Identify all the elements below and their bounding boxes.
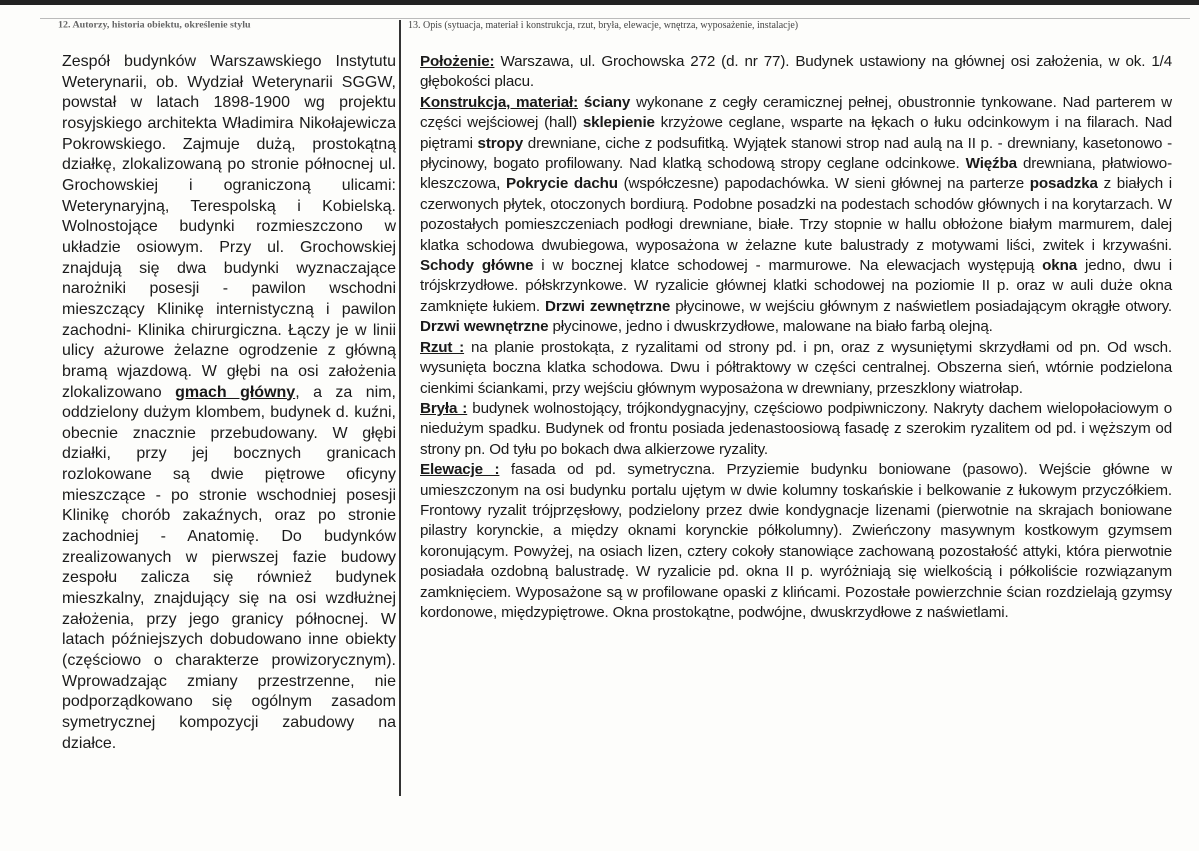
column-divider	[399, 20, 401, 796]
history-column	[62, 52, 396, 754]
location-text: Warszawa, ul. Grochowska 272 (d. nr 77). Budynek ustawiony na głównej osi założenia, w ok. 1/4 głębokości placu.	[420, 53, 1172, 91]
term: ściany	[578, 93, 631, 111]
term: posadzka	[1029, 175, 1098, 193]
text: drewniana, płatwiowo-kleszczowa,	[420, 155, 1173, 193]
section-13-header: 13. Opis (sytuacja, materiał i konstrukcja, rzut, bryła, elewacje, wnętrza, wyposażenie, instalacje)	[408, 20, 799, 31]
text: płycinowe, jedno i dwuskrzydłowe, malowane na biało farbą olejną.	[548, 318, 993, 336]
text: wykonane z cegły ceramicznej pełnej, obustronnie tynkowane. Nad parterem w części wejściowej (hall)	[420, 93, 1172, 132]
description-column	[420, 52, 1172, 623]
massing-label: Bryła :	[420, 399, 468, 417]
plan-text: na planie prostokąta, z ryzalitami od strony pd. i pn, oraz z wysuniętymi skrzydłami od pn. Od wsch. wysunięta boczna klatka schodowa. Dwu i półtraktowy w części centralnej. Obszerna sień, wtórnie podzielona cienkimi ściankami, przy wejściu głównym wyposażona w drewniany, przeszklony wiatrołap.	[420, 338, 1172, 397]
massing-text: budynek wolnostojący, trójkondygnacyjny, częściowo podpiwniczony. Nakryty dachem wielopołaciowym o niedużym spadku. Budynek od frontu posiada jedenastoosiową fasadę z szerokim ryzalitem od pd. i węższym od strony pn. Od tyłu po bokach dwa alkierzowe ryzality.	[420, 399, 1173, 458]
section-12-header: 12. Autorzy, historia obiektu, określenie stylu	[58, 20, 251, 31]
location-label: Położenie:	[420, 53, 495, 70]
term: Drzwi zewnętrzne	[545, 297, 671, 315]
history-paragraph	[62, 52, 396, 754]
plan-paragraph	[420, 338, 1172, 399]
text: płycinowe, w wejściu głównym z naświetlem posiadającym okrągłe otwory.	[670, 297, 1172, 315]
plan-label: Rzut :	[420, 338, 465, 356]
term: stropy	[477, 134, 524, 152]
construction-label: Konstrukcja, materiał:	[420, 93, 578, 111]
text: z białych i czerwonych płytek, otoczonych bordiurą. Podobne posadzki na podestach schodów głównych i na korytarzach. W pozostałych pomieszczeniach podłogi drewniane, białe. Trzy stopnie w hallu obłożone białym marmurem, dalej klatka schodowa dwubiegowa, wyposażona w żelazne kute balustrady z motywami liści, zwitek i krzywaśni.	[420, 175, 1173, 254]
main-building-term: gmach główny	[175, 383, 296, 401]
text: (współczesne) papodachówka. W sieni głównej na parterze	[617, 175, 1030, 193]
term: Schody główne	[420, 257, 534, 275]
construction-paragraph	[420, 93, 1172, 338]
elevations-text: fasada od pd. symetryczna. Przyziemie budynku boniowane (pasowo). Wejście główne w umieszczonym na osi budynku portalu ujętym w dwie kolumny toskańskie i belkowanie z łukowym przyczółkiem. Frontowy ryzalit trójprzęsłowy, podzielony przez dwie kondygnacje lizenami (pierwotnie na skrajach boniowane pilastry korynckie, a między oknami korynckie półkolumny). Zwieńczony masywnym kostkowym gzymsem koronującym. Powyżej, na osiach lizen, cztery cokoły stanowiące zachowaną pozostałość attyki, która pierwotnie posiadała ozdobną balustradę. W ryzalicie pd. okna II p. wyróżniają się wielkością i półkoliście rozwiązanym zamknięciem. Wyposażone są w profilowane opaski z klińcami. Pozostałe powierzchnie ścian rozdzielają gzymsy kordonowe, międzypiętrowe. Okna prostokątne, podwójne, dwuskrzydłowe z naświetlami.	[420, 461, 1172, 621]
massing-paragraph	[420, 399, 1172, 460]
term: sklepienie	[582, 114, 655, 132]
elevations-paragraph	[420, 460, 1172, 623]
term: Więźba	[965, 155, 1017, 173]
term: Pokrycie dachu	[506, 175, 618, 193]
text: jedno, dwu i trójskrzydłowe. półskrzynkowe. W ryzalicie głównej klatki schodowej na poziomie II p. oraz w auli duże okna zamknięte łukiem.	[420, 257, 1173, 315]
term: Drzwi wewnętrzne	[420, 318, 549, 336]
history-text-2: , a za nim, oddzielony dużym klombem, budynek d. kuźni, obecnie znacznie przebudowany. W głębi działki, przy jej bocznych granicach rozlokowane są dwie piętrowe oficyny mieszczące - po stronie wschodniej posesji Klinikę chorób zakaźnych, oraz po stronie zachodniej - Anatomię. Do budynków zrealizowanych w pierwszej fazie budowy zespołu zalicza się również budynek mieszkalny, znajdujący się na osi wzdłużnej założenia, przy jego granicy północnej. W latach późniejszych dobudowano inne obiekty (częściowo o charakterze prowizorycznym). Wprowadzając zmiany przestrzenne, nie podporządkowano się ogólnym zasadom symetrycznej kompozycji zabudowy na działce.	[62, 383, 396, 752]
text: i w bocznej klatce schodowej - marmurowe. Na elewacjach występują	[533, 257, 1043, 275]
elevations-label: Elewacje :	[420, 461, 500, 479]
history-text-1: Zespół budynków Warszawskiego Instytutu Weterynarii, ob. Wydział Weterynarii SGGW, powstał w latach 1898-1900 wg projektu rosyjskiego architekta Władimira Nikołajewicza Pokrowskiego. Zajmuje dużą, prostokątną działkę, zlokalizowaną po stronie północnej ul. Grochowskiej i ograniczoną ulicami: Weterynaryjną, Terespolską i Kobielską. Wolnostojące budynki rozmieszczono w układzie osiowym. Przy ul. Grochowskiej znajdują się dwa budynki wyznaczające narożniki posesji - pawilon wschodni mieszczący Klinikę internistyczną i pawilon zachodni- Klinika chirurgiczna. Łączy je w linii ulicy ażurowe żelazne ogrodzenie z główną bramą wjazdową. W głębi na osi założenia zlokalizowano	[62, 53, 396, 401]
term: okna	[1042, 257, 1078, 275]
location-paragraph	[420, 52, 1172, 93]
text: drewniane, ciche z podsufitką. Wyjątek stanowi strop nad aulą na II p. - drewniany, kasetonowo - płycinowy, bogato profilowany. Nad klatką schodową stropy ceglane odcinkowe.	[420, 134, 1172, 173]
text: krzyżowe ceglane, wsparte na łękach o łuku odcinkowym i na filarach. Nad piętrami	[420, 114, 1172, 152]
table-top-rule	[40, 18, 1190, 19]
scan-border	[0, 0, 1199, 5]
